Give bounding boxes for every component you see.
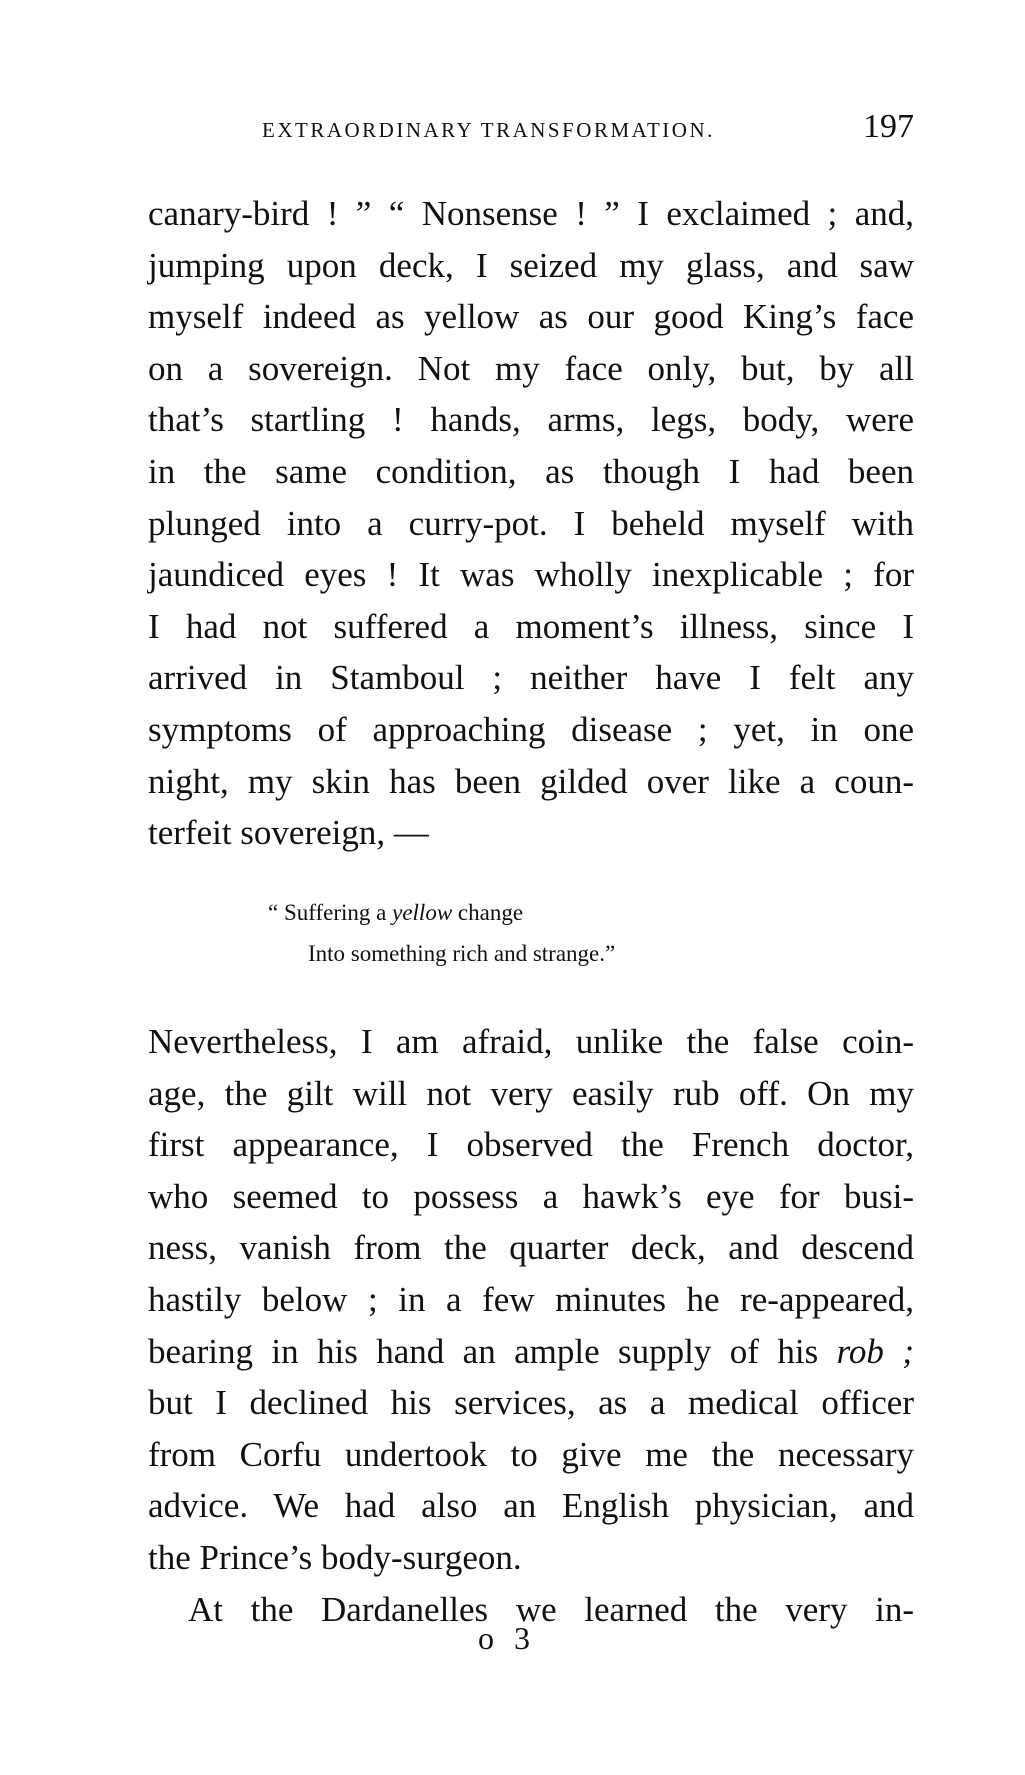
text-line: canary-bird ! ” “ Nonsense ! ” I exclaimed ; and, xyxy=(148,194,914,233)
text: bearing in his hand an ample supply of his xyxy=(148,1331,837,1371)
text-line: plunged into a curry-pot. I beheld myself with xyxy=(148,503,914,543)
text-line: the Prince’s body-surgeon. xyxy=(148,1537,522,1577)
text-line: first appearance, I observed the French doctor, xyxy=(148,1125,914,1165)
text-line: night, my skin has been gilded over like a coun- xyxy=(148,761,914,801)
text-line: Nevertheless, I am afraid, unlike the false coin- xyxy=(148,1022,914,1061)
quote-line-1 xyxy=(268,900,523,925)
quote-emphasis: yellow xyxy=(392,900,453,925)
text-line: arrived in Stamboul ; neither have I felt any xyxy=(148,658,914,698)
text-line: ness, vanish from the quarter deck, and descend xyxy=(148,1228,914,1268)
running-title: EXTRAORDINARY TRANSFORMATION. xyxy=(262,118,715,142)
text-line: that’s startling ! hands, arms, legs, body, were xyxy=(148,400,914,440)
paragraph-2 xyxy=(148,1016,914,1635)
text-line: advice. We had also an English physician, and xyxy=(148,1486,914,1526)
text-line: At the Dardanelles we learned the very in- xyxy=(188,1589,914,1629)
text-line: age, the gilt will not very easily rub off. On my xyxy=(148,1073,914,1113)
signature-mark: o 3 xyxy=(478,1620,536,1656)
paragraph-1 xyxy=(148,188,914,859)
text-line: but I declined his services, as a medical officer xyxy=(148,1383,914,1423)
text-line: on a sovereign. Not my face only, but, by all xyxy=(148,348,914,388)
text-line: jumping upon deck, I seized my glass, and saw xyxy=(148,245,914,285)
italic-text: rob ; xyxy=(836,1331,914,1371)
page-number: 197 xyxy=(863,108,914,145)
quote-line-2: Into something rich and strange.” xyxy=(308,941,616,966)
quote-text: change xyxy=(452,900,524,925)
text-line: symptoms of approaching disease ; yet, in one xyxy=(148,709,914,749)
text-line: from Corfu undertook to give me the necessary xyxy=(148,1434,914,1474)
text-line xyxy=(148,1326,914,1378)
text-line: I had not suffered a moment’s illness, since I xyxy=(148,606,914,646)
text-line: terfeit sovereign, — xyxy=(148,813,429,853)
text-line: hastily below ; in a few minutes he re-appeared, xyxy=(148,1279,914,1319)
verse-quote xyxy=(268,892,615,974)
quote-text: “ Suffering a xyxy=(268,900,393,925)
text-line: who seemed to possess a hawk’s eye for busi- xyxy=(148,1176,914,1216)
text-line: jaundiced eyes ! It was wholly inexplicable ; for xyxy=(148,555,914,595)
text-line: myself indeed as yellow as our good King’s face xyxy=(148,297,914,337)
text-line: in the same condition, as though I had been xyxy=(148,451,914,491)
